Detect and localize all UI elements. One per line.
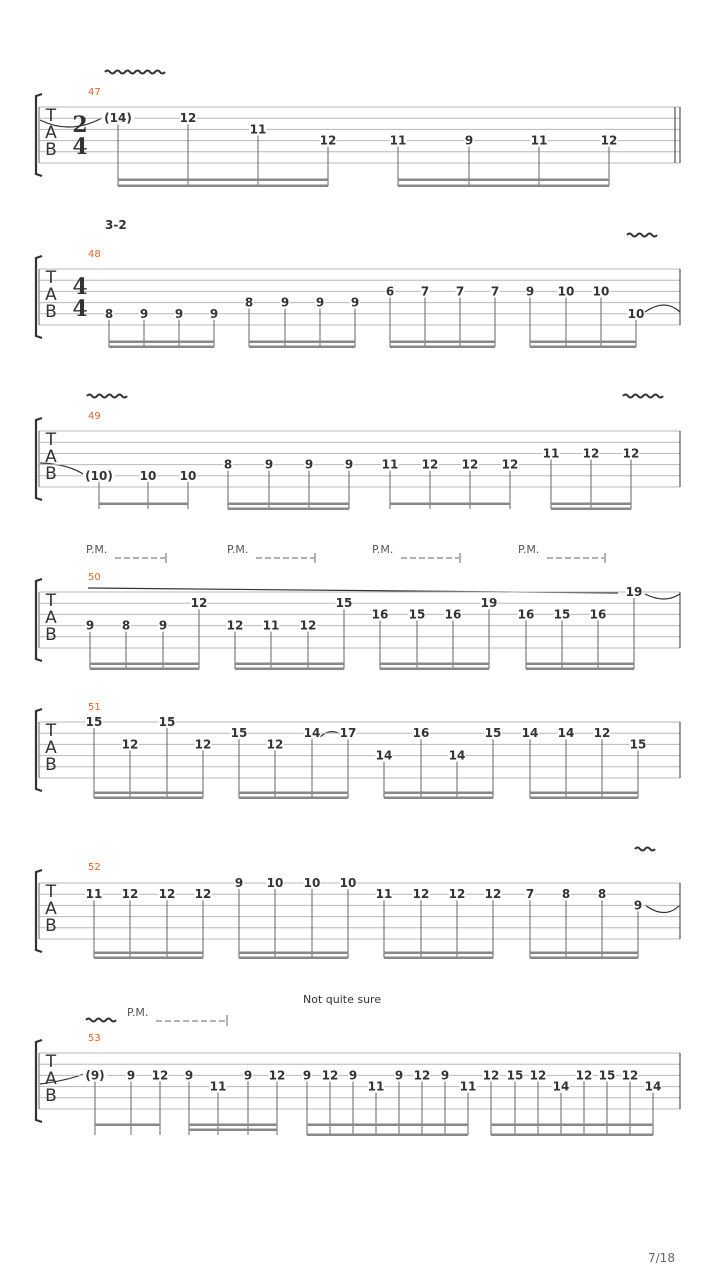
beam [380, 668, 489, 671]
measure-number: 52 [88, 862, 101, 873]
fret-number: 9 [184, 1068, 194, 1083]
fret-number: 11 [85, 887, 103, 902]
tab-clef-letter: B [45, 1086, 57, 1106]
fret-number: 9 [234, 876, 244, 890]
fret-number: 15 [335, 596, 353, 611]
beam [99, 503, 148, 506]
fret-number: 19 [625, 585, 643, 599]
fret-number: 9 [344, 457, 354, 472]
fret-number: 15 [484, 726, 502, 741]
vibrato-mark [105, 71, 165, 74]
beam [109, 346, 214, 349]
fret-number: 12 [575, 1068, 593, 1083]
fret-number: 11 [459, 1079, 477, 1094]
fret-number: 10 [266, 876, 284, 890]
fret-number: 14 [552, 1079, 570, 1094]
fret-number: 9 [633, 898, 643, 913]
fret-number: 8 [104, 306, 114, 321]
beam [526, 668, 634, 671]
beam [384, 957, 493, 960]
tie-curve [320, 732, 340, 737]
fret-number: 15 [629, 737, 647, 752]
palm-mute-label: P.M. [227, 543, 249, 556]
fret-number: 9 [280, 295, 290, 310]
fret-number: 16 [412, 726, 430, 741]
fret-number: 14 [448, 748, 466, 763]
fret-number: 6 [385, 284, 395, 299]
fret-number: 14 [521, 726, 539, 741]
time-signature-bottom: 4 [72, 134, 88, 160]
tab-clef-letter: T [45, 1052, 57, 1072]
fret-number: 11 [381, 457, 399, 472]
fret-number: 14 [644, 1079, 662, 1094]
fret-number: 9 [139, 306, 149, 321]
beam [530, 346, 636, 349]
fret-number: 7 [490, 284, 500, 299]
tab-system [36, 572, 680, 670]
fret-number: 7 [525, 887, 535, 902]
fret-number: 9 [174, 306, 184, 321]
fret-number: 14 [303, 726, 321, 741]
fret-number: 12 [529, 1068, 547, 1083]
fret-number: 11 [249, 122, 267, 137]
fret-number: 15 [408, 607, 426, 622]
beam [551, 508, 631, 511]
tab-clef-letter: T [45, 430, 57, 450]
beam [530, 797, 638, 800]
beam [239, 957, 348, 960]
beam [307, 1124, 468, 1127]
beam [530, 957, 638, 960]
fret-number: 10 [303, 876, 321, 890]
fret-number: 12 [158, 887, 176, 902]
fret-number: 11 [530, 133, 548, 148]
beam [239, 797, 348, 800]
fret-number: (9) [85, 1068, 105, 1083]
fret-number: 10 [139, 468, 157, 483]
beam [551, 503, 631, 506]
fret-number: 9 [302, 1068, 312, 1083]
time-signature-top: 2 [72, 112, 88, 138]
fret-number: 9 [348, 1068, 358, 1083]
beam [235, 668, 344, 671]
tab-clef-letter: A [45, 899, 57, 919]
beam [239, 952, 348, 955]
fret-number: 14 [375, 748, 393, 763]
fret-number: 12 [319, 133, 337, 148]
time-signature-bottom: 4 [72, 296, 88, 322]
fret-number: 12 [501, 457, 519, 472]
page-number: 7/18 [648, 1251, 675, 1265]
fret-number: 12 [179, 111, 197, 126]
fret-number: 9 [85, 618, 95, 633]
fret-number: 10 [592, 284, 610, 299]
beam [398, 179, 609, 182]
fret-number: 12 [190, 596, 208, 611]
time-signature-top: 4 [72, 274, 88, 300]
tab-clef-letter: T [45, 106, 57, 126]
beam [384, 952, 493, 955]
fret-number: 12 [412, 887, 430, 902]
fret-number: 11 [375, 887, 393, 902]
measure-number: 47 [88, 87, 101, 98]
tab-system [36, 411, 680, 510]
measure-number: 50 [88, 572, 101, 583]
beam [380, 663, 489, 666]
vibrato-mark [623, 395, 663, 398]
fret-number: (10) [85, 468, 113, 483]
tab-clef-letter: B [45, 755, 57, 775]
fret-number: 15 [553, 607, 571, 622]
fret-number: 11 [209, 1079, 227, 1094]
fret-number: 9 [209, 306, 219, 321]
fret-number: 15 [598, 1068, 616, 1083]
fret-number: 9 [525, 284, 535, 299]
fret-number: 7 [420, 284, 430, 299]
palm-mute-extenders [115, 553, 605, 1026]
fret-number: 14 [557, 726, 575, 741]
fret-number: 12 [299, 618, 317, 633]
fret-number: 12 [226, 618, 244, 633]
fret-number: 11 [389, 133, 407, 148]
tab-system [36, 249, 680, 348]
fret-number: 12 [121, 737, 139, 752]
palm-mute-label: P.M. [372, 543, 394, 556]
fret-number: 12 [484, 887, 502, 902]
beam [228, 503, 349, 506]
beam [228, 508, 349, 511]
beam [94, 797, 203, 800]
beam [398, 185, 609, 188]
fret-number: 12 [121, 887, 139, 902]
beam [307, 1134, 468, 1137]
fret-number: 10 [627, 306, 645, 321]
fret-number: 19 [480, 596, 498, 611]
fret-number: 12 [461, 457, 479, 472]
fret-number: 15 [85, 715, 103, 729]
fret-number: 16 [589, 607, 607, 622]
fret-number: 15 [230, 726, 248, 741]
beam [189, 1129, 277, 1132]
beam [491, 1124, 653, 1127]
beam [90, 668, 199, 671]
fret-number: 11 [542, 446, 560, 461]
fret-number: 11 [262, 618, 280, 633]
fret-number: 12 [582, 446, 600, 461]
palm-mute-label: P.M. [518, 543, 540, 556]
vibrato-mark [635, 848, 655, 851]
fret-number: 16 [517, 607, 535, 622]
fret-number: 12 [266, 737, 284, 752]
beam [526, 663, 634, 666]
fret-number: 8 [223, 457, 233, 472]
tie-curve [645, 594, 680, 599]
vibrato-mark [87, 395, 127, 398]
tuplet-marking: 3-2 [105, 218, 127, 232]
fret-number: 9 [315, 295, 325, 310]
fret-number: 9 [264, 457, 274, 472]
fret-number: 12 [600, 133, 618, 148]
beam [118, 185, 328, 188]
beam [249, 341, 355, 344]
fret-number: 12 [421, 457, 439, 472]
fret-number: 8 [244, 295, 254, 310]
fret-number: 12 [622, 446, 640, 461]
fret-number: 12 [194, 887, 212, 902]
tab-clef-letter: B [45, 140, 57, 160]
beam [390, 341, 495, 344]
fret-number: 9 [126, 1068, 136, 1083]
beam [384, 792, 493, 795]
fret-number: 12 [194, 737, 212, 752]
fret-number: 8 [121, 618, 131, 633]
tab-clef-letter: T [45, 591, 57, 611]
fret-number: 12 [321, 1068, 339, 1083]
palm-mute-label: P.M. [86, 543, 108, 556]
tab-clef-letter: A [45, 1069, 57, 1089]
vibrato-mark [627, 234, 657, 237]
fret-number: 15 [506, 1068, 524, 1083]
beam [235, 663, 344, 666]
palm-mute-label: P.M. [127, 1006, 149, 1019]
beam [390, 503, 510, 506]
fret-number: (14) [104, 111, 132, 126]
tab-clef-letter: T [45, 721, 57, 741]
fret-number: 9 [464, 133, 474, 148]
beam [491, 1134, 653, 1137]
fret-number: 10 [179, 468, 197, 483]
tab-clef-letter: T [45, 268, 57, 288]
tab-system [36, 862, 680, 959]
fret-number: 11 [367, 1079, 385, 1094]
beam [189, 1124, 277, 1127]
tab-clef-letter: B [45, 302, 57, 322]
fret-number: 12 [482, 1068, 500, 1083]
fret-number: 9 [350, 295, 360, 310]
beam [384, 797, 493, 800]
fret-number: 12 [448, 887, 466, 902]
beam [530, 341, 636, 344]
beam [95, 1124, 131, 1127]
tab-system [36, 1033, 680, 1136]
fret-number: 9 [394, 1068, 404, 1083]
measure-number: 51 [88, 702, 101, 713]
fret-number: 7 [455, 284, 465, 299]
fret-number: 8 [561, 887, 571, 902]
fret-number: 16 [444, 607, 462, 622]
fret-number: 10 [557, 284, 575, 299]
beam [118, 179, 328, 182]
fret-number: 16 [371, 607, 389, 622]
tab-clef-letter: A [45, 608, 57, 628]
beam [90, 663, 199, 666]
fret-number: 12 [413, 1068, 431, 1083]
vibrato-mark [86, 1019, 116, 1022]
tab-clef-letter: A [45, 285, 57, 305]
tab-clef-letter: T [45, 882, 57, 902]
fret-number: 15 [158, 715, 176, 729]
tie-curve [645, 305, 680, 312]
fret-number: 9 [304, 457, 314, 472]
tab-system [36, 702, 680, 799]
fret-number: 17 [339, 726, 357, 741]
fret-number: 9 [440, 1068, 450, 1083]
beam [239, 792, 348, 795]
fret-number: 12 [621, 1068, 639, 1083]
beam [94, 792, 203, 795]
fret-number: 12 [151, 1068, 169, 1083]
annotation-not-quite-sure: Not quite sure [303, 993, 382, 1006]
fret-number: 9 [243, 1068, 253, 1083]
measure-number: 53 [88, 1033, 101, 1044]
fret-number: 9 [158, 618, 168, 633]
beam [94, 957, 203, 960]
tab-clef-letter: B [45, 625, 57, 645]
fret-number: 12 [593, 726, 611, 741]
tab-clef-letter: A [45, 738, 57, 758]
beam [249, 346, 355, 349]
tab-clef-letter: A [45, 447, 57, 467]
tab-system [36, 87, 680, 187]
tab-clef-letter: B [45, 464, 57, 484]
beam [390, 346, 495, 349]
measure-number: 48 [88, 249, 101, 260]
fret-number: 8 [597, 887, 607, 902]
beam [94, 952, 203, 955]
fret-number: 10 [339, 876, 357, 890]
beam [109, 341, 214, 344]
measure-number: 49 [88, 411, 101, 422]
tie-curve [645, 905, 680, 913]
fret-number: 12 [268, 1068, 286, 1083]
tab-clef-letter: A [45, 123, 57, 143]
tab-clef-letter: B [45, 916, 57, 936]
beam [530, 792, 638, 795]
beam [530, 952, 638, 955]
